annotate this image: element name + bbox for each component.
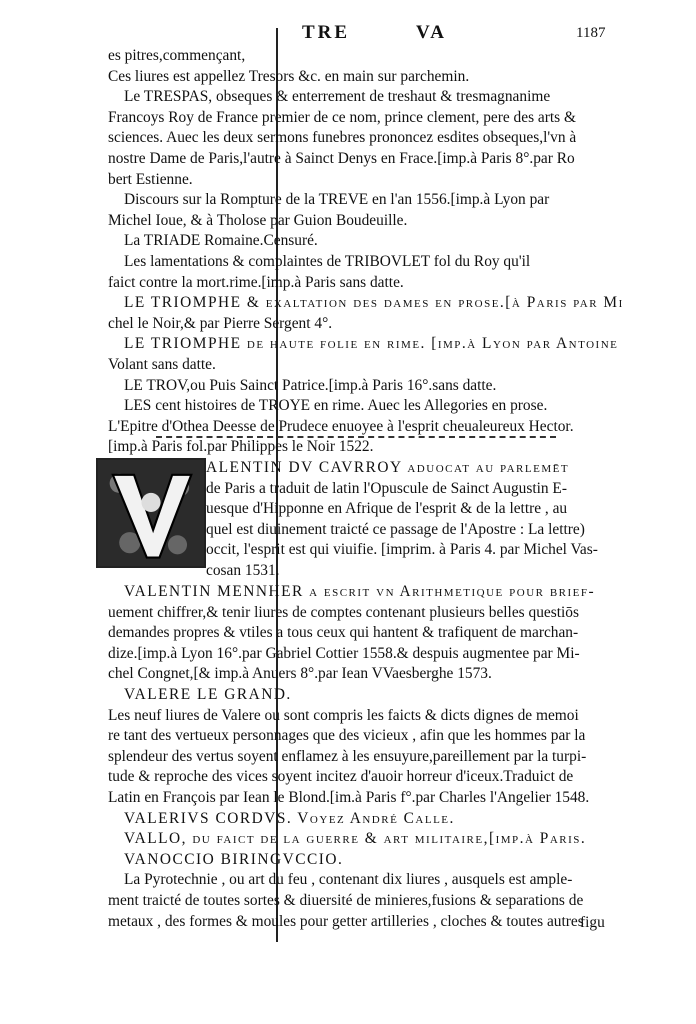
entry-line: VALENTIN MENNHER a escrit vn Arithmetique pour brief- <box>124 583 596 600</box>
entry-line: bert Estienne. <box>108 170 193 188</box>
entry-line: splendeur des vertus soyent enflamez à les ensuyure,pareillement par la turpi- <box>108 747 587 765</box>
header-right: VA <box>416 22 447 43</box>
entry-valentin-du-cavrroy <box>206 458 638 582</box>
entry-line: Discours sur la Rompture de la TREVE en l'an 1556.[imp.à Lyon par <box>124 191 550 209</box>
decorated-initial-v <box>96 458 206 568</box>
entry-line: quel est diuinement traicté ce passage de l'Apostre : La lettre) <box>206 520 585 538</box>
entry-line: Michel Ioue, & à Tholose par Guion Boudeuille. <box>108 211 408 229</box>
entry-line: LE TRIOMPHE de haute folie en rime. [imp.à Lyon par Antoine <box>124 335 619 353</box>
header-left: TRE <box>302 22 351 43</box>
entry-line: Ces liures est appellez Tresors &c. en main sur parchemin. <box>108 67 470 85</box>
catchword: figu <box>580 914 605 931</box>
entry-line: Le TRESPAS, obseques & enterrement de treshaut & tresmagnanime <box>124 88 551 106</box>
entry-line: occit, l'esprit est qui viuifie. [imprim. à Paris 4. par Michel Vas- <box>206 541 598 559</box>
entry-line: cosan 1531. <box>206 561 280 579</box>
entry-line: es pitres,commençant, <box>108 47 246 64</box>
entry-line: uesque d'Hipponne en Afrique de l'esprit & de la lettre , au <box>206 500 568 518</box>
entry-line: dize.[imp.à Lyon 16°.par Gabriel Cottier 1558.& despuis augmentee par Mi- <box>108 644 580 662</box>
entry-line: de Paris a traduit de latin l'Opuscule de Sainct Augustin E- <box>206 479 567 497</box>
entry-line: Francoys Roy de France premier de ce nom, prince clement, pere des arts & <box>108 108 576 126</box>
entry-line: Latin en François par Iean le Blond.[im.à Paris f°.par Charles l'Angelier 1548. <box>108 788 590 806</box>
entry-line: ment traicté de toutes sortes & diuersité de minieres,fusions & separations de <box>108 891 584 909</box>
entry-line: sciences. Auec les deux sermons funebres prononcez esdites obseques,l'vn à <box>108 129 577 147</box>
entry-line: VANOCCIO BIRINGVCCIO. <box>124 850 344 868</box>
entry-line: L'Epitre d'Othea Deesse de Prudece enuoyee à l'esprit cheualeureux Hector. <box>108 417 574 435</box>
entry-line: Les lamentations & complaintes de TRIBOVLET fol du Roy qu'il <box>124 252 531 270</box>
entry-line: LE TROV,ou Puis Sainct Patrice.[imp.à Paris 16°.sans datte. <box>124 376 497 394</box>
entry-line: La TRIADE Romaine.Censuré. <box>124 232 318 250</box>
entry-line: nostre Dame de Paris,l'autre à Sainct Denys en Frace.[imp.à Paris 8°.par Ro <box>108 149 575 167</box>
entry-line: demandes propres & vtiles a tous ceux qui hantent & trafiquent de marchan- <box>108 624 579 642</box>
entry-line: La Pyrotechnie , ou art du feu , contenant dix liures , ausquels est ample- <box>124 871 573 889</box>
entry-line: VALERIVS CORDVS. Voyez André Calle. <box>124 809 455 827</box>
entries-top <box>108 46 628 458</box>
entry-line: chel le Noir,& par Pierre Sergent 4°. <box>108 314 333 332</box>
entry-line: uement chiffrer,& tenir liures de comptes contenant plusieurs belles questiōs <box>108 603 579 621</box>
entry-line: [imp.à Paris fol.par Philippes le Noir 1522. <box>108 438 374 456</box>
entry-line: tude & reproche des vices soyent incitez d'auoir horreur d'iceux.Traduict de <box>108 768 574 786</box>
running-header <box>110 22 610 46</box>
entry-line: metaux , des formes & moules pour getter artilleries , cloches & toutes autres <box>108 912 584 930</box>
page-number: 1187 <box>576 25 606 41</box>
entry-line: ALENTIN DV CAVRROY aduocat au parlemēt <box>206 459 570 476</box>
entry-line: faict contre la mort.rime.[imp.à Paris sans datte. <box>108 273 404 291</box>
section-divider <box>156 436 556 446</box>
entry-line: chel Congnet,[& imp.à Anuers 8°.par Iean VVaesberghe 1573. <box>108 665 492 683</box>
entry-line: Volant sans datte. <box>108 355 216 373</box>
entry-line: VALLO, du faict de la guerre & art militaire,[imp.à Paris. <box>124 830 587 848</box>
entries-bottom <box>108 582 636 932</box>
entry-line: LES cent histoires de TROYE en rime. Auec les Allegories en prose. <box>124 397 548 415</box>
entry-line: Les neuf liures de Valere ou sont compris les faicts & dicts dignes de memoi <box>108 706 579 724</box>
entry-line: VALERE LE GRAND. <box>124 685 292 703</box>
ornamental-letter-v-icon <box>98 460 204 566</box>
entry-line: LE TRIOMPHE & exaltation des dames en prose.[à Paris par Mi <box>124 294 624 312</box>
entry-line: re tant des vertueux personnages que des vicieux , afin que les hommes par la <box>108 727 586 745</box>
